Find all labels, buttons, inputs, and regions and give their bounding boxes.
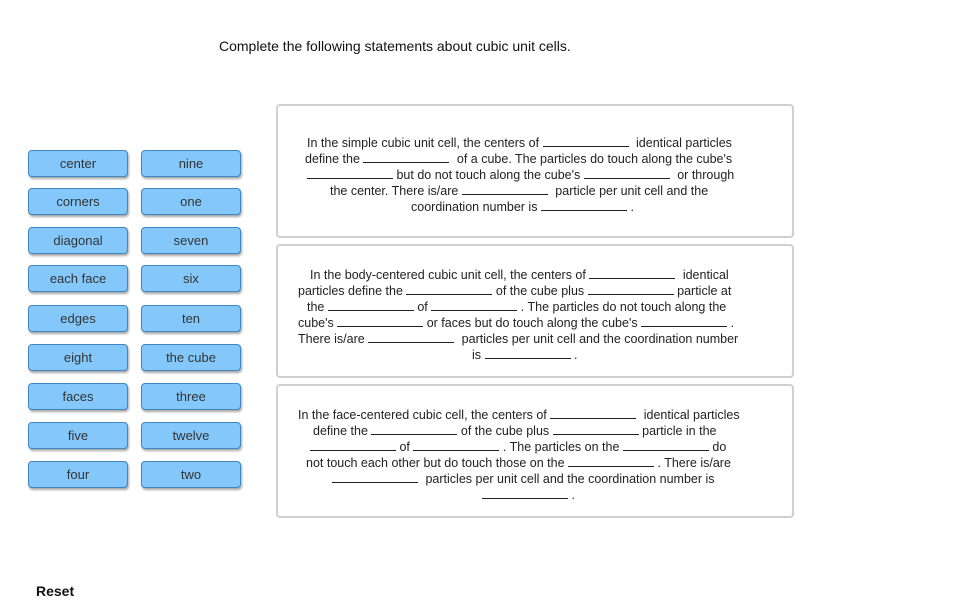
drop-blank[interactable] [371,422,457,435]
drop-blank[interactable] [328,298,414,311]
statement-text: particle in the [642,424,717,438]
statement-text: particle at [677,284,732,298]
statement-text: In the simple cubic unit cell, the centers of [307,136,540,150]
statement-line [307,166,734,182]
statement-text: . [574,348,578,362]
statement-text: of the cube plus [495,284,585,298]
statement-text: . [630,200,634,214]
statement-text: but do not touch along the cube's [396,168,581,182]
statement-text: of [417,300,428,314]
statement-text: . [730,316,735,330]
reset-button[interactable]: Reset [36,583,75,599]
drop-blank[interactable] [623,438,709,451]
drop-blank[interactable] [413,438,499,451]
statement-line [307,298,726,314]
statement-text: of the cube plus [460,424,550,438]
statement-box-simple-cubic [276,104,794,238]
statement-text: cube's [298,316,334,330]
statement-text: of a cube. The particles do touch along the cube's [456,152,733,166]
statement-text: identical particles [643,408,740,422]
answer-tile-faces[interactable]: faces [28,383,128,410]
answer-tile-five[interactable]: five [28,422,128,449]
statement-line [310,266,729,282]
drop-blank[interactable] [543,134,629,147]
statement-text: particles define the [298,284,403,298]
drop-blank[interactable] [462,182,548,195]
statement-line [298,330,738,346]
statement-line [472,346,577,362]
statement-text: . There is/are [657,456,731,470]
answer-tile-ten[interactable]: ten [141,305,241,332]
answer-tile-six[interactable]: six [141,265,241,292]
statement-text: . The particles on the [502,440,620,454]
answer-tile-seven[interactable]: seven [141,227,241,254]
statement-line [298,314,734,330]
drop-blank[interactable] [568,454,654,467]
statement-line [310,438,726,454]
statement-line [298,282,731,298]
answer-tile-each-face[interactable]: each face [28,265,128,292]
statement-line [482,486,575,502]
statement-text: identical particles [636,136,732,150]
statement-text: do [712,440,727,454]
statement-text: define the [313,424,368,438]
answer-tile-diagonal[interactable]: diagonal [28,227,128,254]
drop-blank[interactable] [431,298,517,311]
drop-blank[interactable] [553,422,639,435]
statement-text: identical [682,268,729,282]
statement-text: particles per unit cell and the coordination number is [425,472,715,486]
statement-text: define the [305,152,360,166]
statement-box-body-centered [276,244,794,378]
drop-blank[interactable] [584,166,670,179]
drop-blank[interactable] [310,438,396,451]
statement-text: is [472,348,482,362]
statement-line [306,454,731,470]
statement-text: There is/are [298,332,365,346]
drop-blank[interactable] [363,150,449,163]
answer-tile-one[interactable]: one [141,188,241,215]
statement-box-face-centered [276,384,794,518]
drop-blank[interactable] [368,330,454,343]
statement-text: the center. There is/are [330,184,459,198]
answer-tile-four[interactable]: four [28,461,128,488]
statement-text: not touch each other but do touch those on the [306,456,565,470]
drop-blank[interactable] [406,282,492,295]
statement-line [307,134,732,150]
drop-blank[interactable] [482,486,568,499]
answer-tile-edges[interactable]: edges [28,305,128,332]
statement-text: or faces but do touch along the cube's [426,316,638,330]
statement-line [330,182,708,198]
statement-text: the [307,300,325,314]
answer-tile-the-cube[interactable]: the cube [141,344,241,371]
answer-tile-two[interactable]: two [141,461,241,488]
drop-blank[interactable] [485,346,571,359]
statement-text: . The particles do not touch along the [520,300,727,314]
drop-blank[interactable] [550,406,636,419]
statement-text: particles per unit cell and the coordination number [461,332,739,346]
drop-blank[interactable] [589,266,675,279]
statement-line [411,198,634,214]
statement-text: . [571,488,575,502]
statement-text: In the body-centered cubic unit cell, the centers of [310,268,586,282]
answer-tile-three[interactable]: three [141,383,241,410]
drop-blank[interactable] [641,314,727,327]
answer-tile-eight[interactable]: eight [28,344,128,371]
statement-line [313,422,716,438]
drop-blank[interactable] [332,470,418,483]
statement-line [298,406,740,422]
statement-text: coordination number is [411,200,538,214]
drop-blank[interactable] [307,166,393,179]
statement-line [305,150,732,166]
answer-tile-corners[interactable]: corners [28,188,128,215]
statement-text: particle per unit cell and the [555,184,709,198]
statement-line [332,470,715,486]
instructions-text: Complete the following statements about cubic unit cells. [219,38,571,54]
statement-text: In the face-centered cubic cell, the centers of [298,408,547,422]
drop-blank[interactable] [541,198,627,211]
answer-tile-center[interactable]: center [28,150,128,177]
answer-tile-twelve[interactable]: twelve [141,422,241,449]
statement-text: of [399,440,410,454]
statement-text: or through [677,168,735,182]
drop-blank[interactable] [337,314,423,327]
drop-blank[interactable] [588,282,674,295]
answer-tile-nine[interactable]: nine [141,150,241,177]
